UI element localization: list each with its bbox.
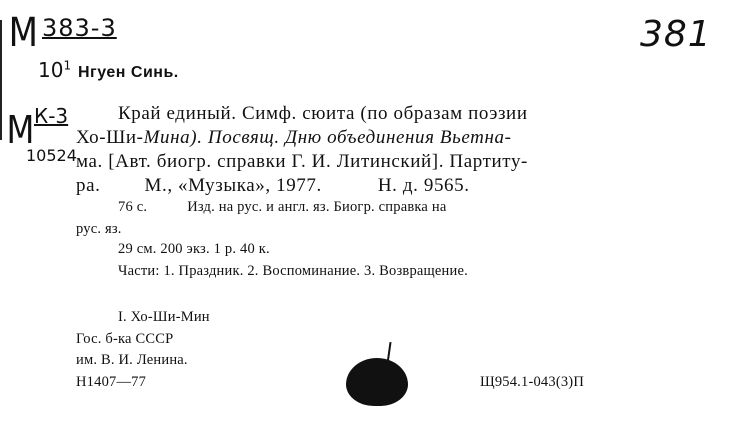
size-line: 29 см. 200 экз. 1 р. 40 к. <box>118 241 270 257</box>
edition-note: Изд. на рус. и англ. яз. Биогр. справка на <box>187 199 447 215</box>
imprint-line <box>76 175 470 197</box>
handwritten-mark-sub-number: 10 <box>38 58 64 82</box>
handwritten-card-number: 381 <box>640 14 712 55</box>
handwritten-left-code: К-3 <box>34 104 69 128</box>
imprint-number: Н. д. 9565. <box>377 175 470 196</box>
title-line-1: Край единый. Симф. сюита (по образам поэзии <box>118 103 528 124</box>
library-line-1: Гос. б-ка СССР <box>76 331 174 347</box>
handwritten-mark-sub-sup: 1 <box>63 58 72 73</box>
imprint-publisher: М., «Музыка», 1977. <box>144 175 322 196</box>
handwritten-mark-code: 383-3 <box>42 14 117 42</box>
tracing-heading: I. Хо-Ши-Мин <box>118 309 210 325</box>
dedication-plain: Хо-Ши- <box>76 127 144 148</box>
handwritten-left-letter: М <box>6 108 35 152</box>
card-id: Н1407—77 <box>76 374 147 390</box>
classification-code: Щ954.1-043(3)П <box>480 374 585 390</box>
library-line-2: им. В. И. Ленина. <box>76 352 188 368</box>
pages-line <box>118 199 446 216</box>
edition-note-cont: рус. яз. <box>76 221 122 237</box>
parts-line: Части: 1. Праздник. 2. Воспоминание. 3. Возвращение. <box>118 263 468 279</box>
pages: 76 с. <box>118 199 148 215</box>
imprint-score: ра. <box>76 175 101 196</box>
punch-hole <box>346 358 408 406</box>
author-heading: Нгуен Синь. <box>78 64 179 81</box>
title-line-3: ма. [Авт. биогр. справки Г. И. Литинский]. Партиту- <box>76 151 528 172</box>
handwritten-left-number: 10524 <box>26 146 77 165</box>
handwritten-mark-letter: М <box>8 10 38 56</box>
left-edge-line <box>0 20 2 140</box>
title-line-2 <box>76 127 512 149</box>
dedication-italic: Мина). Посвящ. Дню объединения Вьетна- <box>143 127 512 148</box>
handwritten-mark-sub <box>38 58 71 82</box>
